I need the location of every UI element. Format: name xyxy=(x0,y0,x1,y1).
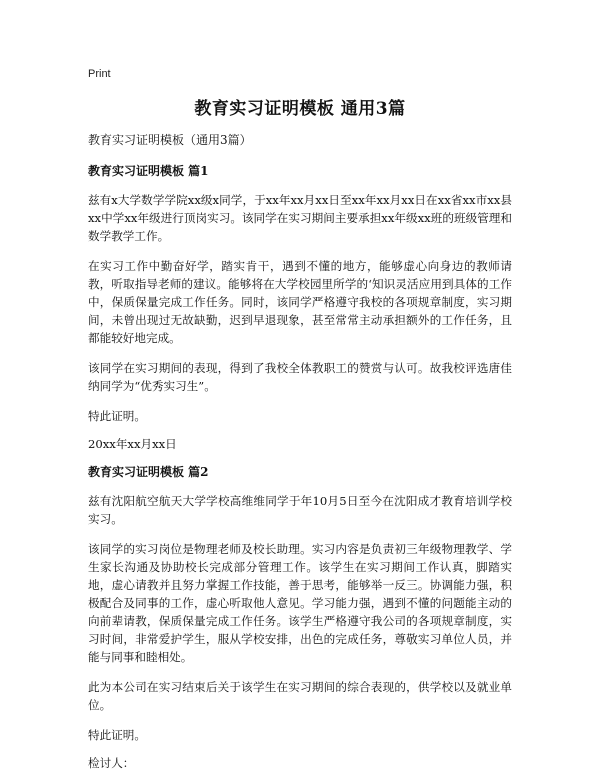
page-title: 教育实习证明模板 通用3篇 xyxy=(194,99,406,119)
section-2-paragraph-1: 兹有沈阳航空航天大学学校高维维同学于年10月5日至今在沈阳成才教育培训学校实习。 xyxy=(88,494,512,526)
section-1-date: 20xx年xx月xx日 xyxy=(88,437,177,451)
section-2-paragraph-2: 该同学的实习岗位是物理老师及校长助理。实习内容是负责初三年级物理教学、学生家长沟通及协助校长完成部分管理工作。该学生在实习期间工作认真，脚踏实地，虚心请教并且努力掌握工作技能，善于思考，能够举一反三。协调能力强，积极配合及同事的工作，虚心听取他人意见。学习能力强，遇到不懂的问题能主动的向前辈请教，保质保量完成工作任务。该学生严格遵守我公司的各项规章制度，实习时间，非常爱护学生，服从学校安排，出色的完成任务，尊敬实习单位人员，并能与同事和睦相处。 xyxy=(88,542,512,664)
section-2-signature-label: 检讨人： xyxy=(88,756,135,770)
section-1-paragraph-2: 在实习工作中勤奋好学，踏实肯干，遇到不懂的地方，能够虚心向身边的教师请教，听取指导老师的建议。能够将在大学校园里所学的‘知识灵活应用到具体的工作中，保质保量完成工作任务。同时，该同学严格遵守我校的各项规章制度，实习期间，未曾出现过无故缺勤，迟到早退现象，甚至常常主动承担额外的工作任务，且都能较好地完成。 xyxy=(88,259,512,345)
section-2-closing: 特此证明。 xyxy=(88,728,146,742)
section-heading-2: 教育实习证明模板 篇2 xyxy=(88,465,209,479)
section-1-closing: 特此证明。 xyxy=(88,409,146,423)
document-subtitle: 教育实习证明模板（通用3篇） xyxy=(88,133,252,147)
print-link[interactable]: Print xyxy=(88,68,111,80)
section-1-paragraph-1: 兹有x大学数学学院xx级x同学，于xx年xx月xx日至xx年xx月xx日在xx省xx市xx县xx中学xx年级进行顶岗实习。该同学在实习期间主要承担xx年级xx班的班级管理和数学教学工作。 xyxy=(88,193,512,243)
section-2-paragraph-3: 此为本公司在实习结束后关于该学生在实习期间的综合表现的，供学校以及就业单位。 xyxy=(88,680,512,712)
section-heading-1: 教育实习证明模板 篇1 xyxy=(88,164,209,178)
section-1-paragraph-3: 该同学在实习期间的表现，得到了我校全体教职工的赞赏与认可。故我校评选唐佳纳同学为“优秀实习生”。 xyxy=(88,361,512,393)
